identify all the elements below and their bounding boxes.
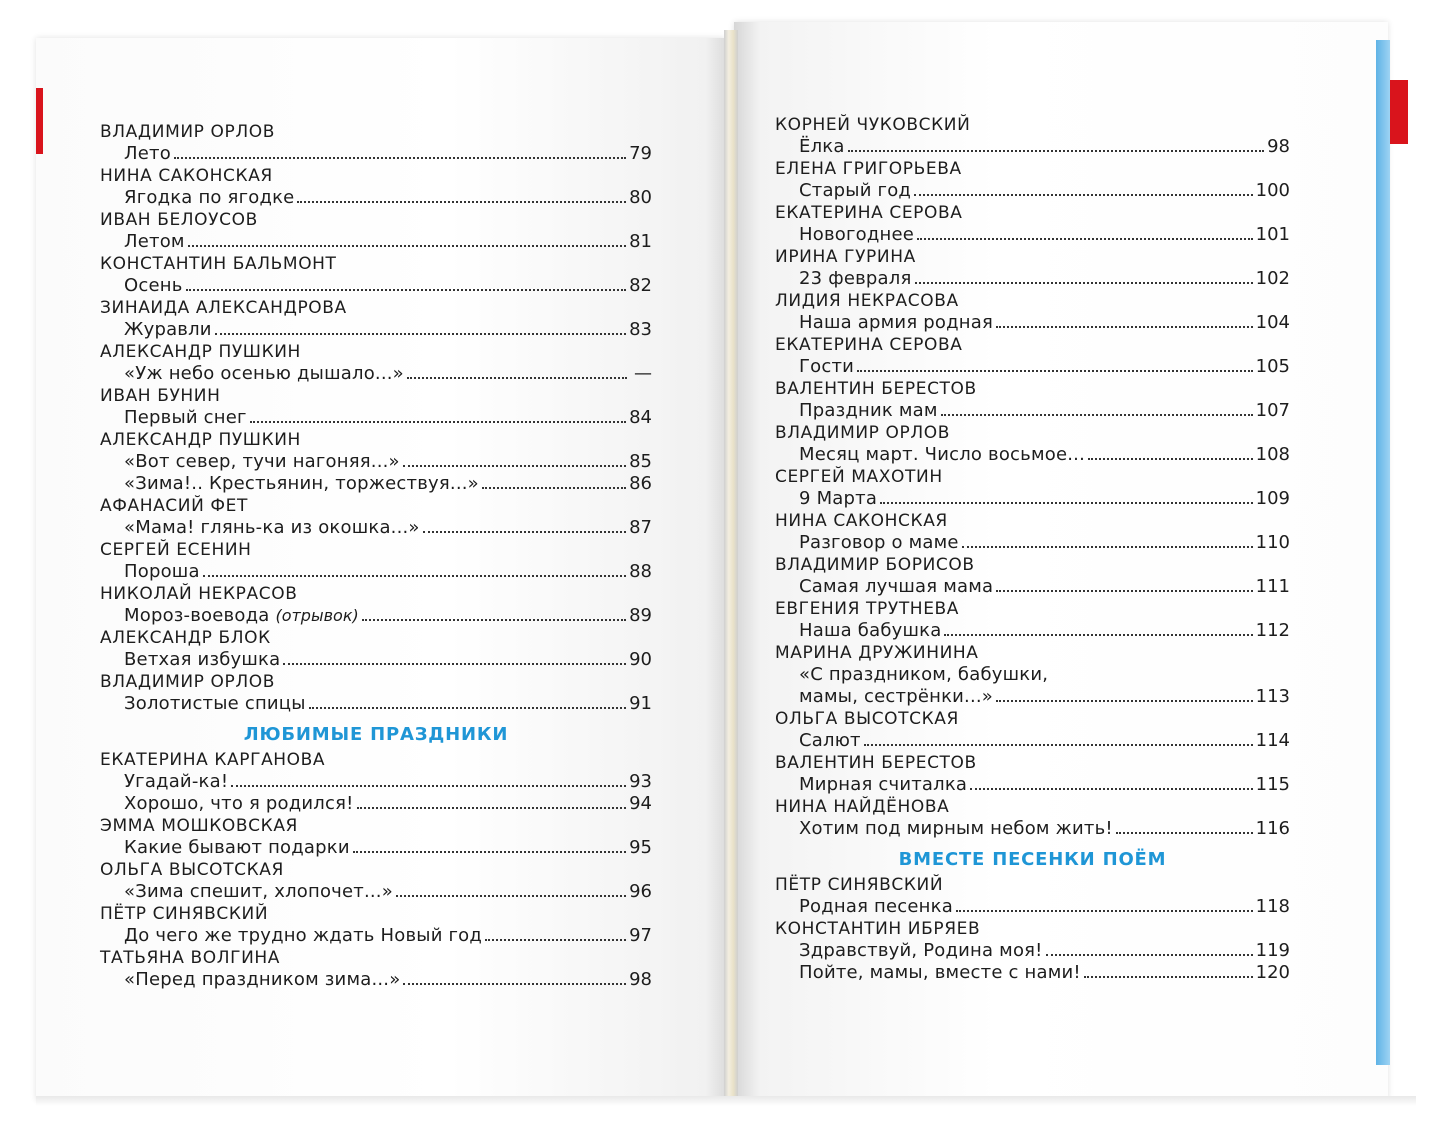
dot-leader [857, 370, 1253, 372]
entry-title: Праздник мам [799, 400, 938, 421]
entry-title: Хотим под мирным небом жить! [799, 818, 1113, 839]
dot-leader [848, 150, 1265, 152]
toc-entry[interactable] [100, 231, 652, 253]
toc-entry[interactable] [100, 693, 652, 715]
dot-leader [864, 744, 1253, 746]
author-name: ПЁТР СИНЯВСКИЙ [775, 875, 944, 895]
page-number: 100 [1255, 180, 1290, 201]
page-number: 81 [629, 231, 652, 252]
toc-entry[interactable] [775, 686, 1290, 708]
entry-title: 23 февраля [799, 268, 912, 289]
dot-leader [996, 700, 1253, 702]
author-name: НИНА САКОНСКАЯ [775, 511, 948, 531]
dot-leader [941, 414, 1253, 416]
author-name: ЛИДИЯ НЕКРАСОВА [775, 291, 959, 311]
dot-leader [1046, 954, 1253, 956]
section-heading: ЛЮБИМЫЕ ПРАЗДНИКИ [243, 724, 509, 745]
page-number: 107 [1255, 400, 1290, 421]
entry-title: «С праздником, бабушки, [799, 664, 1049, 685]
author-name: ЕКАТЕРИНА КАРГАНОВА [100, 750, 326, 770]
toc-entry[interactable] [775, 774, 1290, 796]
toc-entry[interactable] [100, 649, 652, 671]
dot-leader [362, 619, 626, 621]
page-number: 91 [629, 693, 652, 714]
entry-title: Пойте, мамы, вместе с нами! [799, 962, 1081, 983]
entry-title: «Мама! глянь-ка из окошка...» [124, 517, 420, 538]
entry-title: Ветхая избушка [124, 649, 281, 670]
toc-entry[interactable] [100, 969, 652, 991]
page-number: 113 [1255, 686, 1290, 707]
entry-title: «Вот север, тучи нагоняя...» [124, 451, 400, 472]
author-name: ВЛАДИМИР ОРЛОВ [775, 423, 950, 443]
dot-leader [944, 634, 1252, 636]
page-number: 98 [629, 969, 652, 990]
author-name: ОЛЬГА ВЫСОТСКАЯ [775, 709, 959, 729]
author-name: НИНА САКОНСКАЯ [100, 166, 273, 186]
entry-title: Здравствуй, Родина моя! [799, 940, 1043, 961]
entry-title: Ёлка [799, 136, 845, 157]
dot-leader [250, 421, 626, 423]
toc-entry[interactable] [775, 180, 1290, 202]
dot-leader [309, 707, 626, 709]
page-number: 104 [1255, 312, 1290, 333]
entry-title: Лето [124, 143, 171, 164]
toc-entry[interactable] [775, 730, 1290, 752]
toc-entry[interactable] [100, 561, 652, 583]
toc-entry[interactable] [775, 488, 1290, 510]
page-number: 112 [1255, 620, 1290, 641]
page-number: 90 [629, 649, 652, 670]
page-number: 96 [629, 881, 652, 902]
author-name: ОЛЬГА ВЫСОТСКАЯ [100, 860, 284, 880]
author-name: ВЛАДИМИР ОРЛОВ [100, 122, 275, 142]
toc-entry[interactable] [775, 576, 1290, 598]
dot-leader [396, 895, 626, 897]
dot-leader [956, 910, 1253, 912]
entry-title: До чего же трудно ждать Новый год [124, 925, 483, 946]
author-name: СЕРГЕЙ ЕСЕНИН [100, 540, 252, 560]
entry-note: (отрывок) [275, 606, 359, 625]
toc-entry[interactable] [100, 925, 652, 947]
dot-leader [407, 377, 627, 379]
page-number: 94 [629, 793, 652, 814]
page-number: 114 [1255, 730, 1290, 751]
entry-title: Родная песенка [799, 896, 953, 917]
dot-leader [482, 487, 626, 489]
author-name: ВЛАДИМИР БОРИСОВ [775, 555, 975, 575]
toc-entry[interactable] [775, 818, 1290, 840]
entry-title: «Перед праздником зима...» [124, 969, 401, 990]
entry-title: Золотистые спицы [124, 693, 306, 714]
dot-leader [174, 157, 626, 159]
entry-title: 9 Марта [799, 488, 878, 509]
page-number: 116 [1255, 818, 1290, 839]
author-name: ТАТЬЯНА ВОЛГИНА [100, 948, 281, 968]
toc-entry[interactable] [775, 532, 1290, 554]
dot-leader [996, 326, 1253, 328]
page-number: 88 [629, 561, 652, 582]
page-number: 109 [1255, 488, 1290, 509]
toc-entry[interactable] [775, 136, 1290, 158]
author-name: СЕРГЕЙ МАХОТИН [775, 467, 943, 487]
toc-entry[interactable] [100, 319, 652, 341]
dot-leader [1088, 458, 1253, 460]
toc-entry[interactable] [775, 356, 1290, 378]
dot-leader [914, 194, 1253, 196]
toc-entry[interactable] [100, 517, 652, 539]
page-number: 79 [629, 143, 652, 164]
toc-entry[interactable] [100, 837, 652, 859]
entry-title: Летом [124, 231, 185, 252]
dot-leader [203, 575, 626, 577]
toc-entry[interactable] [775, 400, 1290, 422]
page-number: 83 [629, 319, 652, 340]
entry-title: Хорошо, что я родился! [124, 793, 354, 814]
dot-leader [996, 590, 1252, 592]
entry-title: Ягодка по ягодке [124, 187, 295, 208]
entry-title: Месяц март. Число восьмое... [799, 444, 1085, 465]
entry-title: Осень [124, 275, 183, 296]
page-number: 80 [629, 187, 652, 208]
author-name: ЕЛЕНА ГРИГОРЬЕВА [775, 159, 962, 179]
entry-title: Гости [799, 356, 855, 377]
dot-leader [357, 807, 627, 809]
dot-leader [231, 785, 626, 787]
author-name: ВАЛЕНТИН БЕРЕСТОВ [775, 753, 977, 773]
page-number: 118 [1255, 896, 1290, 917]
page-number: 98 [1267, 136, 1290, 157]
page-number: 82 [629, 275, 652, 296]
author-name: ИВАН БЕЛОУСОВ [100, 210, 258, 230]
toc-entry[interactable] [100, 275, 652, 297]
dot-leader [283, 663, 626, 665]
dot-leader [353, 851, 626, 853]
entry-title: Салют [799, 730, 861, 751]
author-name: АЛЕКСАНДР БЛОК [100, 628, 271, 648]
dot-leader [403, 983, 626, 985]
toc-entry[interactable] [100, 407, 652, 429]
left-red-bookmark-tab [36, 88, 43, 154]
author-name: НИНА НАЙДЁНОВА [775, 797, 950, 817]
dot-leader [880, 502, 1253, 504]
page-number: 105 [1255, 356, 1290, 377]
entry-title: Какие бывают подарки [124, 837, 350, 858]
entry-title: Наша бабушка [799, 620, 942, 641]
entry-title: Пороша [124, 561, 200, 582]
page-number: 95 [629, 837, 652, 858]
page-number: 111 [1255, 576, 1290, 597]
entry-title: мамы, сестрёнки...» [799, 686, 994, 707]
page-number: 87 [629, 517, 652, 538]
dot-leader [186, 289, 627, 291]
toc-entry[interactable] [775, 312, 1290, 334]
author-name: АЛЕКСАНДР ПУШКИН [100, 430, 301, 450]
toc-entry[interactable] [775, 940, 1290, 962]
page-number: — [634, 363, 652, 384]
toc-entry[interactable] [100, 605, 652, 627]
dot-leader [297, 201, 626, 203]
dot-leader [915, 282, 1253, 284]
right-red-bookmark-tab [1390, 80, 1408, 144]
entry-title: Разговор о маме [799, 532, 959, 553]
author-name: МАРИНА ДРУЖИНИНА [775, 643, 979, 663]
dot-leader [215, 333, 626, 335]
toc-entry[interactable] [775, 444, 1290, 466]
toc-entry[interactable] [775, 268, 1290, 290]
entry-title: Самая лучшая мама [799, 576, 994, 597]
cover-bottom-edge [36, 1096, 1416, 1106]
author-name: КОНСТАНТИН ИБРЯЕВ [775, 919, 981, 939]
author-name: ЭММА МОШКОВСКАЯ [100, 816, 298, 836]
author-name: АФАНАСИЙ ФЕТ [100, 496, 248, 516]
toc-entry[interactable] [100, 473, 652, 495]
toc-entry[interactable] [100, 771, 652, 793]
dot-leader [403, 465, 626, 467]
toc-entry[interactable] [100, 143, 652, 165]
entry-title: Новогоднее [799, 224, 915, 245]
entry-title: Наша армия родная [799, 312, 993, 333]
page-number: 102 [1255, 268, 1290, 289]
page-number: 101 [1255, 224, 1290, 245]
dot-leader [485, 939, 626, 941]
toc-entry[interactable] [775, 896, 1290, 918]
dot-leader [423, 531, 626, 533]
page-number: 86 [629, 473, 652, 494]
page-number: 108 [1255, 444, 1290, 465]
page-number: 93 [629, 771, 652, 792]
author-name: ЕВГЕНИЯ ТРУТНЕВА [775, 599, 960, 619]
page-number: 97 [629, 925, 652, 946]
dot-leader [1084, 976, 1253, 978]
author-name: ЕКАТЕРИНА СЕРОВА [775, 335, 963, 355]
author-name: ЕКАТЕРИНА СЕРОВА [775, 203, 963, 223]
entry-title: Первый снег [124, 407, 247, 428]
page-number: 120 [1255, 962, 1290, 983]
table-of-contents-left [100, 121, 652, 991]
entry-title: Мирная считалка [799, 774, 968, 795]
author-name: ЗИНАИДА АЛЕКСАНДРОВА [100, 298, 347, 318]
dot-leader [962, 546, 1253, 548]
dot-leader [917, 238, 1253, 240]
page-number: 119 [1255, 940, 1290, 961]
entry-title: «Уж небо осенью дышало...» [124, 363, 404, 384]
author-name: ВЛАДИМИР ОРЛОВ [100, 672, 275, 692]
section-heading: ВМЕСТЕ ПЕСЕНКИ ПОЁМ [898, 849, 1167, 870]
page-number: 84 [629, 407, 652, 428]
page-number: 110 [1255, 532, 1290, 553]
toc-entry[interactable] [775, 620, 1290, 642]
entry-title: «Зима!.. Крестьянин, торжествуя...» [124, 473, 479, 494]
page-number: 89 [629, 605, 652, 626]
toc-entry[interactable] [100, 451, 652, 473]
author-name: ВАЛЕНТИН БЕРЕСТОВ [775, 379, 977, 399]
toc-entry[interactable] [100, 187, 652, 209]
entry-title: Мороз-воевода [124, 605, 270, 626]
toc-entry[interactable] [775, 962, 1290, 984]
author-name: АЛЕКСАНДР ПУШКИН [100, 342, 301, 362]
author-name: НИКОЛАЙ НЕКРАСОВ [100, 584, 298, 604]
dot-leader [188, 245, 626, 247]
author-name: ИРИНА ГУРИНА [775, 247, 916, 267]
toc-entry-line[interactable] [775, 664, 1290, 686]
toc-entry[interactable] [100, 881, 652, 903]
book-spine [724, 30, 738, 1105]
toc-entry[interactable] [100, 363, 652, 385]
table-of-contents-right [775, 114, 1290, 984]
dot-leader [1116, 832, 1253, 834]
entry-title: Угадай-ка! [124, 771, 229, 792]
page-number: 85 [629, 451, 652, 472]
blue-cover-edge [1376, 40, 1390, 1065]
entry-title: Старый год [799, 180, 912, 201]
toc-entry[interactable] [100, 793, 652, 815]
entry-title: «Зима спешит, хлопочет...» [124, 881, 393, 902]
author-name: ПЁТР СИНЯВСКИЙ [100, 904, 269, 924]
dot-leader [970, 788, 1252, 790]
author-name: КОРНЕЙ ЧУКОВСКИЙ [775, 115, 971, 135]
entry-title: Журавли [124, 319, 212, 340]
toc-entry[interactable] [775, 224, 1290, 246]
page-number: 115 [1255, 774, 1290, 795]
author-name: ИВАН БУНИН [100, 386, 221, 406]
author-name: КОНСТАНТИН БАЛЬМОНТ [100, 254, 337, 274]
